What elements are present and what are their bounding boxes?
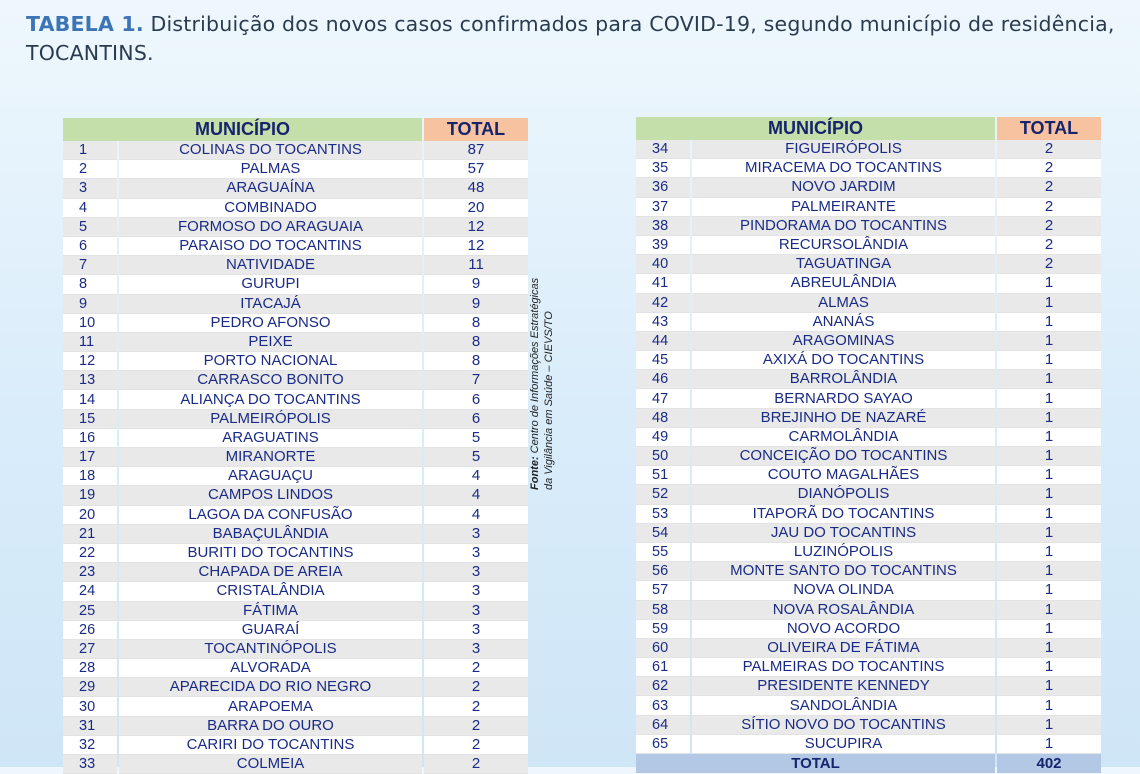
case-count: 8 bbox=[424, 314, 528, 333]
case-count: 4 bbox=[424, 467, 528, 486]
case-count: 2 bbox=[997, 178, 1101, 197]
row-number: 4 bbox=[63, 199, 117, 218]
row-number: 26 bbox=[63, 621, 117, 640]
case-count: 5 bbox=[424, 429, 528, 448]
case-count: 1 bbox=[997, 428, 1101, 447]
row-number: 7 bbox=[63, 256, 117, 275]
row-number: 3 bbox=[63, 179, 117, 198]
case-count: 1 bbox=[997, 466, 1101, 485]
municipio-name: LUZINÓPOLIS bbox=[692, 543, 995, 562]
case-count: 1 bbox=[997, 620, 1101, 639]
row-number: 31 bbox=[63, 717, 117, 736]
municipio-name: CARMOLÂNDIA bbox=[692, 428, 995, 447]
case-count: 2 bbox=[424, 736, 528, 755]
table-title-text: Distribuição dos novos casos confirmados para COVID-19, segundo município de residência, TOCANTINS. bbox=[26, 12, 1115, 65]
municipio-name: FORMOSO DO ARAGUAIA bbox=[119, 218, 422, 237]
case-count: 9 bbox=[424, 295, 528, 314]
row-number: 42 bbox=[636, 294, 690, 313]
row-number: 35 bbox=[636, 159, 690, 178]
case-count: 1 bbox=[997, 562, 1101, 581]
row-number: 1 bbox=[63, 141, 117, 160]
case-count: 1 bbox=[997, 351, 1101, 370]
table-row bbox=[636, 217, 1101, 236]
case-count: 87 bbox=[424, 141, 528, 160]
municipio-name: FÁTIMA bbox=[119, 602, 422, 621]
source-line2: da Vigilância em Saúde – CIEVS/TO bbox=[543, 311, 555, 490]
row-number: 30 bbox=[63, 697, 117, 716]
table-row bbox=[63, 736, 528, 755]
case-count: 5 bbox=[424, 448, 528, 467]
table-row bbox=[63, 697, 528, 716]
case-count: 7 bbox=[424, 371, 528, 390]
total-value: 402 bbox=[997, 754, 1101, 773]
row-number: 60 bbox=[636, 639, 690, 658]
municipio-name: NATIVIDADE bbox=[119, 256, 422, 275]
row-number: 33 bbox=[63, 755, 117, 774]
row-number: 48 bbox=[636, 409, 690, 428]
row-number: 57 bbox=[636, 581, 690, 600]
table-row bbox=[636, 581, 1101, 600]
table-row bbox=[63, 602, 528, 621]
case-count: 3 bbox=[424, 602, 528, 621]
row-number: 11 bbox=[63, 333, 117, 352]
case-count: 1 bbox=[997, 409, 1101, 428]
municipio-name: JAU DO TOCANTINS bbox=[692, 524, 995, 543]
source-line1: Centro de Informações Estratégicas bbox=[529, 277, 541, 454]
municipio-name: PEIXE bbox=[119, 333, 422, 352]
case-count: 1 bbox=[997, 581, 1101, 600]
table-row bbox=[636, 601, 1101, 620]
table-row bbox=[636, 389, 1101, 408]
municipio-name: SUCUPIRA bbox=[692, 735, 995, 754]
municipio-name: DIANÓPOLIS bbox=[692, 485, 995, 504]
municipio-name: PEDRO AFONSO bbox=[119, 314, 422, 333]
row-number: 58 bbox=[636, 601, 690, 620]
row-number: 39 bbox=[636, 236, 690, 255]
row-number: 44 bbox=[636, 332, 690, 351]
table-row bbox=[63, 141, 528, 160]
municipio-name: ITAPORÃ DO TOCANTINS bbox=[692, 505, 995, 524]
municipio-name: BURITI DO TOCANTINS bbox=[119, 544, 422, 563]
table-row bbox=[636, 428, 1101, 447]
case-count: 1 bbox=[997, 658, 1101, 677]
table-row bbox=[636, 735, 1101, 754]
municipio-name: APARECIDA DO RIO NEGRO bbox=[119, 678, 422, 697]
case-count: 1 bbox=[997, 696, 1101, 715]
row-number: 65 bbox=[636, 735, 690, 754]
row-number: 8 bbox=[63, 275, 117, 294]
table-row bbox=[63, 640, 528, 659]
cases-table-right bbox=[634, 117, 1103, 773]
row-number: 17 bbox=[63, 448, 117, 467]
municipio-name: NOVO JARDIM bbox=[692, 178, 995, 197]
municipio-name: COLINAS DO TOCANTINS bbox=[119, 141, 422, 160]
row-number: 13 bbox=[63, 371, 117, 390]
case-count: 48 bbox=[424, 179, 528, 198]
row-number: 50 bbox=[636, 447, 690, 466]
row-number: 59 bbox=[636, 620, 690, 639]
municipio-name: ALIANÇA DO TOCANTINS bbox=[119, 390, 422, 409]
table-row bbox=[636, 639, 1101, 658]
case-count: 9 bbox=[424, 275, 528, 294]
table-row bbox=[63, 314, 528, 333]
case-count: 2 bbox=[424, 659, 528, 678]
case-count: 57 bbox=[424, 160, 528, 179]
municipio-name: COMBINADO bbox=[119, 199, 422, 218]
table-row bbox=[636, 543, 1101, 562]
municipio-name: LAGOA DA CONFUSÃO bbox=[119, 506, 422, 525]
table-row bbox=[636, 313, 1101, 332]
table-row bbox=[636, 466, 1101, 485]
table-row bbox=[63, 582, 528, 601]
row-number: 10 bbox=[63, 314, 117, 333]
table-row bbox=[636, 198, 1101, 217]
table-row bbox=[63, 237, 528, 256]
municipio-name: CRISTALÂNDIA bbox=[119, 582, 422, 601]
table-row bbox=[636, 255, 1101, 274]
row-number: 29 bbox=[63, 678, 117, 697]
case-count: 2 bbox=[424, 717, 528, 736]
municipio-name: PARAISO DO TOCANTINS bbox=[119, 237, 422, 256]
table-row bbox=[63, 563, 528, 582]
row-number: 36 bbox=[636, 178, 690, 197]
municipio-name: COLMEIA bbox=[119, 755, 422, 774]
row-number: 14 bbox=[63, 390, 117, 409]
case-count: 1 bbox=[997, 274, 1101, 293]
row-number: 25 bbox=[63, 602, 117, 621]
table-row bbox=[63, 179, 528, 198]
municipio-name: BARRA DO OURO bbox=[119, 717, 422, 736]
case-count: 8 bbox=[424, 333, 528, 352]
municipio-name: ABREULÂNDIA bbox=[692, 274, 995, 293]
case-count: 12 bbox=[424, 218, 528, 237]
case-count: 2 bbox=[997, 236, 1101, 255]
table-row bbox=[636, 505, 1101, 524]
table-row bbox=[636, 620, 1101, 639]
case-count: 12 bbox=[424, 237, 528, 256]
municipio-name: RECURSOLÂNDIA bbox=[692, 236, 995, 255]
table-row bbox=[63, 659, 528, 678]
row-number: 45 bbox=[636, 351, 690, 370]
row-number: 62 bbox=[636, 677, 690, 696]
case-count: 3 bbox=[424, 525, 528, 544]
cases-table-left bbox=[61, 118, 530, 774]
row-number: 21 bbox=[63, 525, 117, 544]
municipio-name: ARAGUAÍNA bbox=[119, 179, 422, 198]
municipio-name: ALMAS bbox=[692, 294, 995, 313]
municipio-name: COUTO MAGALHÃES bbox=[692, 466, 995, 485]
total-row bbox=[636, 754, 1101, 773]
case-count: 2 bbox=[997, 217, 1101, 236]
municipio-name: PRESIDENTE KENNEDY bbox=[692, 677, 995, 696]
case-count: 1 bbox=[997, 332, 1101, 351]
municipio-name: PORTO NACIONAL bbox=[119, 352, 422, 371]
row-number: 52 bbox=[636, 485, 690, 504]
case-count: 6 bbox=[424, 390, 528, 409]
row-number: 64 bbox=[636, 716, 690, 735]
total-label: TOTAL bbox=[636, 754, 995, 773]
table-title-label: TABELA 1. bbox=[26, 12, 144, 36]
row-number: 49 bbox=[636, 428, 690, 447]
table-row bbox=[636, 370, 1101, 389]
row-number: 54 bbox=[636, 524, 690, 543]
table-row bbox=[636, 409, 1101, 428]
header-total: TOTAL bbox=[997, 117, 1101, 140]
source-note bbox=[528, 230, 556, 490]
municipio-name: MIRACEMA DO TOCANTINS bbox=[692, 159, 995, 178]
table-row bbox=[63, 755, 528, 774]
municipio-name: PALMAS bbox=[119, 160, 422, 179]
municipio-name: CAMPOS LINDOS bbox=[119, 486, 422, 505]
table-row bbox=[636, 485, 1101, 504]
row-number: 22 bbox=[63, 544, 117, 563]
header-municipio: MUNICÍPIO bbox=[63, 118, 422, 141]
row-number: 47 bbox=[636, 389, 690, 408]
municipio-name: MIRANORTE bbox=[119, 448, 422, 467]
case-count: 1 bbox=[997, 485, 1101, 504]
case-count: 2 bbox=[424, 678, 528, 697]
row-number: 43 bbox=[636, 313, 690, 332]
table-row bbox=[63, 199, 528, 218]
table-row bbox=[63, 486, 528, 505]
table-row bbox=[636, 274, 1101, 293]
case-count: 1 bbox=[997, 677, 1101, 696]
table-row bbox=[63, 621, 528, 640]
table-row bbox=[63, 717, 528, 736]
municipio-name: FIGUEIRÓPOLIS bbox=[692, 140, 995, 159]
municipio-name: BREJINHO DE NAZARÉ bbox=[692, 409, 995, 428]
table-header-row bbox=[63, 118, 528, 141]
case-count: 20 bbox=[424, 199, 528, 218]
case-count: 1 bbox=[997, 505, 1101, 524]
row-number: 51 bbox=[636, 466, 690, 485]
table-row bbox=[636, 562, 1101, 581]
case-count: 3 bbox=[424, 544, 528, 563]
municipio-name: PALMEIRAS DO TOCANTINS bbox=[692, 658, 995, 677]
table-row bbox=[636, 294, 1101, 313]
table-row bbox=[63, 390, 528, 409]
table-row bbox=[636, 332, 1101, 351]
municipio-name: ARAGOMINAS bbox=[692, 332, 995, 351]
municipio-name: SANDOLÂNDIA bbox=[692, 696, 995, 715]
case-count: 11 bbox=[424, 256, 528, 275]
table-row bbox=[636, 524, 1101, 543]
municipio-name: TOCANTINÓPOLIS bbox=[119, 640, 422, 659]
municipio-name: CARIRI DO TOCANTINS bbox=[119, 736, 422, 755]
case-count: 3 bbox=[424, 563, 528, 582]
municipio-name: PALMEIRÓPOLIS bbox=[119, 410, 422, 429]
case-count: 8 bbox=[424, 352, 528, 371]
municipio-name: SÍTIO NOVO DO TOCANTINS bbox=[692, 716, 995, 735]
table-row bbox=[63, 429, 528, 448]
case-count: 1 bbox=[997, 639, 1101, 658]
table-row bbox=[636, 159, 1101, 178]
row-number: 32 bbox=[63, 736, 117, 755]
municipio-name: CONCEIÇÃO DO TOCANTINS bbox=[692, 447, 995, 466]
municipio-name: ARAGUATINS bbox=[119, 429, 422, 448]
table-row bbox=[63, 160, 528, 179]
municipio-name: CARRASCO BONITO bbox=[119, 371, 422, 390]
municipio-name: ALVORADA bbox=[119, 659, 422, 678]
table-row bbox=[63, 467, 528, 486]
table-row bbox=[63, 295, 528, 314]
case-count: 2 bbox=[997, 159, 1101, 178]
row-number: 18 bbox=[63, 467, 117, 486]
municipio-name: TAGUATINGA bbox=[692, 255, 995, 274]
row-number: 23 bbox=[63, 563, 117, 582]
case-count: 1 bbox=[997, 447, 1101, 466]
case-count: 4 bbox=[424, 486, 528, 505]
table-header-row bbox=[636, 117, 1101, 140]
row-number: 12 bbox=[63, 352, 117, 371]
table-row bbox=[636, 140, 1101, 159]
header-total: TOTAL bbox=[424, 118, 528, 141]
table-row bbox=[63, 371, 528, 390]
row-number: 24 bbox=[63, 582, 117, 601]
table-row bbox=[63, 218, 528, 237]
table-row bbox=[63, 410, 528, 429]
case-count: 1 bbox=[997, 524, 1101, 543]
municipio-name: ANANÁS bbox=[692, 313, 995, 332]
table-row bbox=[63, 333, 528, 352]
row-number: 15 bbox=[63, 410, 117, 429]
table-row bbox=[63, 544, 528, 563]
table-row bbox=[63, 506, 528, 525]
table-row bbox=[636, 178, 1101, 197]
municipio-name: GUARAÍ bbox=[119, 621, 422, 640]
case-count: 2 bbox=[997, 140, 1101, 159]
municipio-name: NOVA OLINDA bbox=[692, 581, 995, 600]
table-row bbox=[636, 351, 1101, 370]
source-label: Fonte: bbox=[529, 456, 541, 490]
municipio-name: GURUPI bbox=[119, 275, 422, 294]
municipio-name: NOVO ACORDO bbox=[692, 620, 995, 639]
municipio-name: BABAÇULÂNDIA bbox=[119, 525, 422, 544]
table-row bbox=[63, 678, 528, 697]
row-number: 2 bbox=[63, 160, 117, 179]
case-count: 2 bbox=[424, 697, 528, 716]
row-number: 41 bbox=[636, 274, 690, 293]
row-number: 40 bbox=[636, 255, 690, 274]
case-count: 2 bbox=[424, 755, 528, 774]
row-number: 46 bbox=[636, 370, 690, 389]
municipio-name: CHAPADA DE AREIA bbox=[119, 563, 422, 582]
table-row bbox=[63, 448, 528, 467]
case-count: 4 bbox=[424, 506, 528, 525]
table-row bbox=[636, 716, 1101, 735]
municipio-name: OLIVEIRA DE FÁTIMA bbox=[692, 639, 995, 658]
municipio-name: MONTE SANTO DO TOCANTINS bbox=[692, 562, 995, 581]
row-number: 9 bbox=[63, 295, 117, 314]
row-number: 27 bbox=[63, 640, 117, 659]
municipio-name: NOVA ROSALÂNDIA bbox=[692, 601, 995, 620]
case-count: 1 bbox=[997, 601, 1101, 620]
case-count: 3 bbox=[424, 621, 528, 640]
case-count: 2 bbox=[997, 198, 1101, 217]
table-row bbox=[636, 696, 1101, 715]
case-count: 6 bbox=[424, 410, 528, 429]
municipio-name: ARAGUAÇU bbox=[119, 467, 422, 486]
municipio-name: ARAPOEMA bbox=[119, 697, 422, 716]
row-number: 55 bbox=[636, 543, 690, 562]
table-title bbox=[26, 10, 1116, 68]
header-municipio: MUNICÍPIO bbox=[636, 117, 995, 140]
row-number: 16 bbox=[63, 429, 117, 448]
case-count: 3 bbox=[424, 582, 528, 601]
table-row bbox=[636, 677, 1101, 696]
row-number: 34 bbox=[636, 140, 690, 159]
table-row bbox=[63, 256, 528, 275]
table-row bbox=[636, 658, 1101, 677]
row-number: 28 bbox=[63, 659, 117, 678]
row-number: 20 bbox=[63, 506, 117, 525]
case-count: 1 bbox=[997, 543, 1101, 562]
row-number: 38 bbox=[636, 217, 690, 236]
row-number: 61 bbox=[636, 658, 690, 677]
row-number: 56 bbox=[636, 562, 690, 581]
row-number: 63 bbox=[636, 696, 690, 715]
municipio-name: AXIXÁ DO TOCANTINS bbox=[692, 351, 995, 370]
municipio-name: BARROLÂNDIA bbox=[692, 370, 995, 389]
case-count: 1 bbox=[997, 313, 1101, 332]
row-number: 6 bbox=[63, 237, 117, 256]
table-row bbox=[636, 236, 1101, 255]
municipio-name: PALMEIRANTE bbox=[692, 198, 995, 217]
case-count: 1 bbox=[997, 370, 1101, 389]
row-number: 5 bbox=[63, 218, 117, 237]
case-count: 2 bbox=[997, 255, 1101, 274]
row-number: 19 bbox=[63, 486, 117, 505]
row-number: 53 bbox=[636, 505, 690, 524]
table-row bbox=[63, 275, 528, 294]
case-count: 1 bbox=[997, 716, 1101, 735]
case-count: 1 bbox=[997, 389, 1101, 408]
case-count: 3 bbox=[424, 640, 528, 659]
municipio-name: BERNARDO SAYAO bbox=[692, 389, 995, 408]
municipio-name: ITACAJÁ bbox=[119, 295, 422, 314]
case-count: 1 bbox=[997, 294, 1101, 313]
row-number: 37 bbox=[636, 198, 690, 217]
table-row bbox=[63, 352, 528, 371]
table-row bbox=[636, 447, 1101, 466]
table-row bbox=[63, 525, 528, 544]
municipio-name: PINDORAMA DO TOCANTINS bbox=[692, 217, 995, 236]
case-count: 1 bbox=[997, 735, 1101, 754]
